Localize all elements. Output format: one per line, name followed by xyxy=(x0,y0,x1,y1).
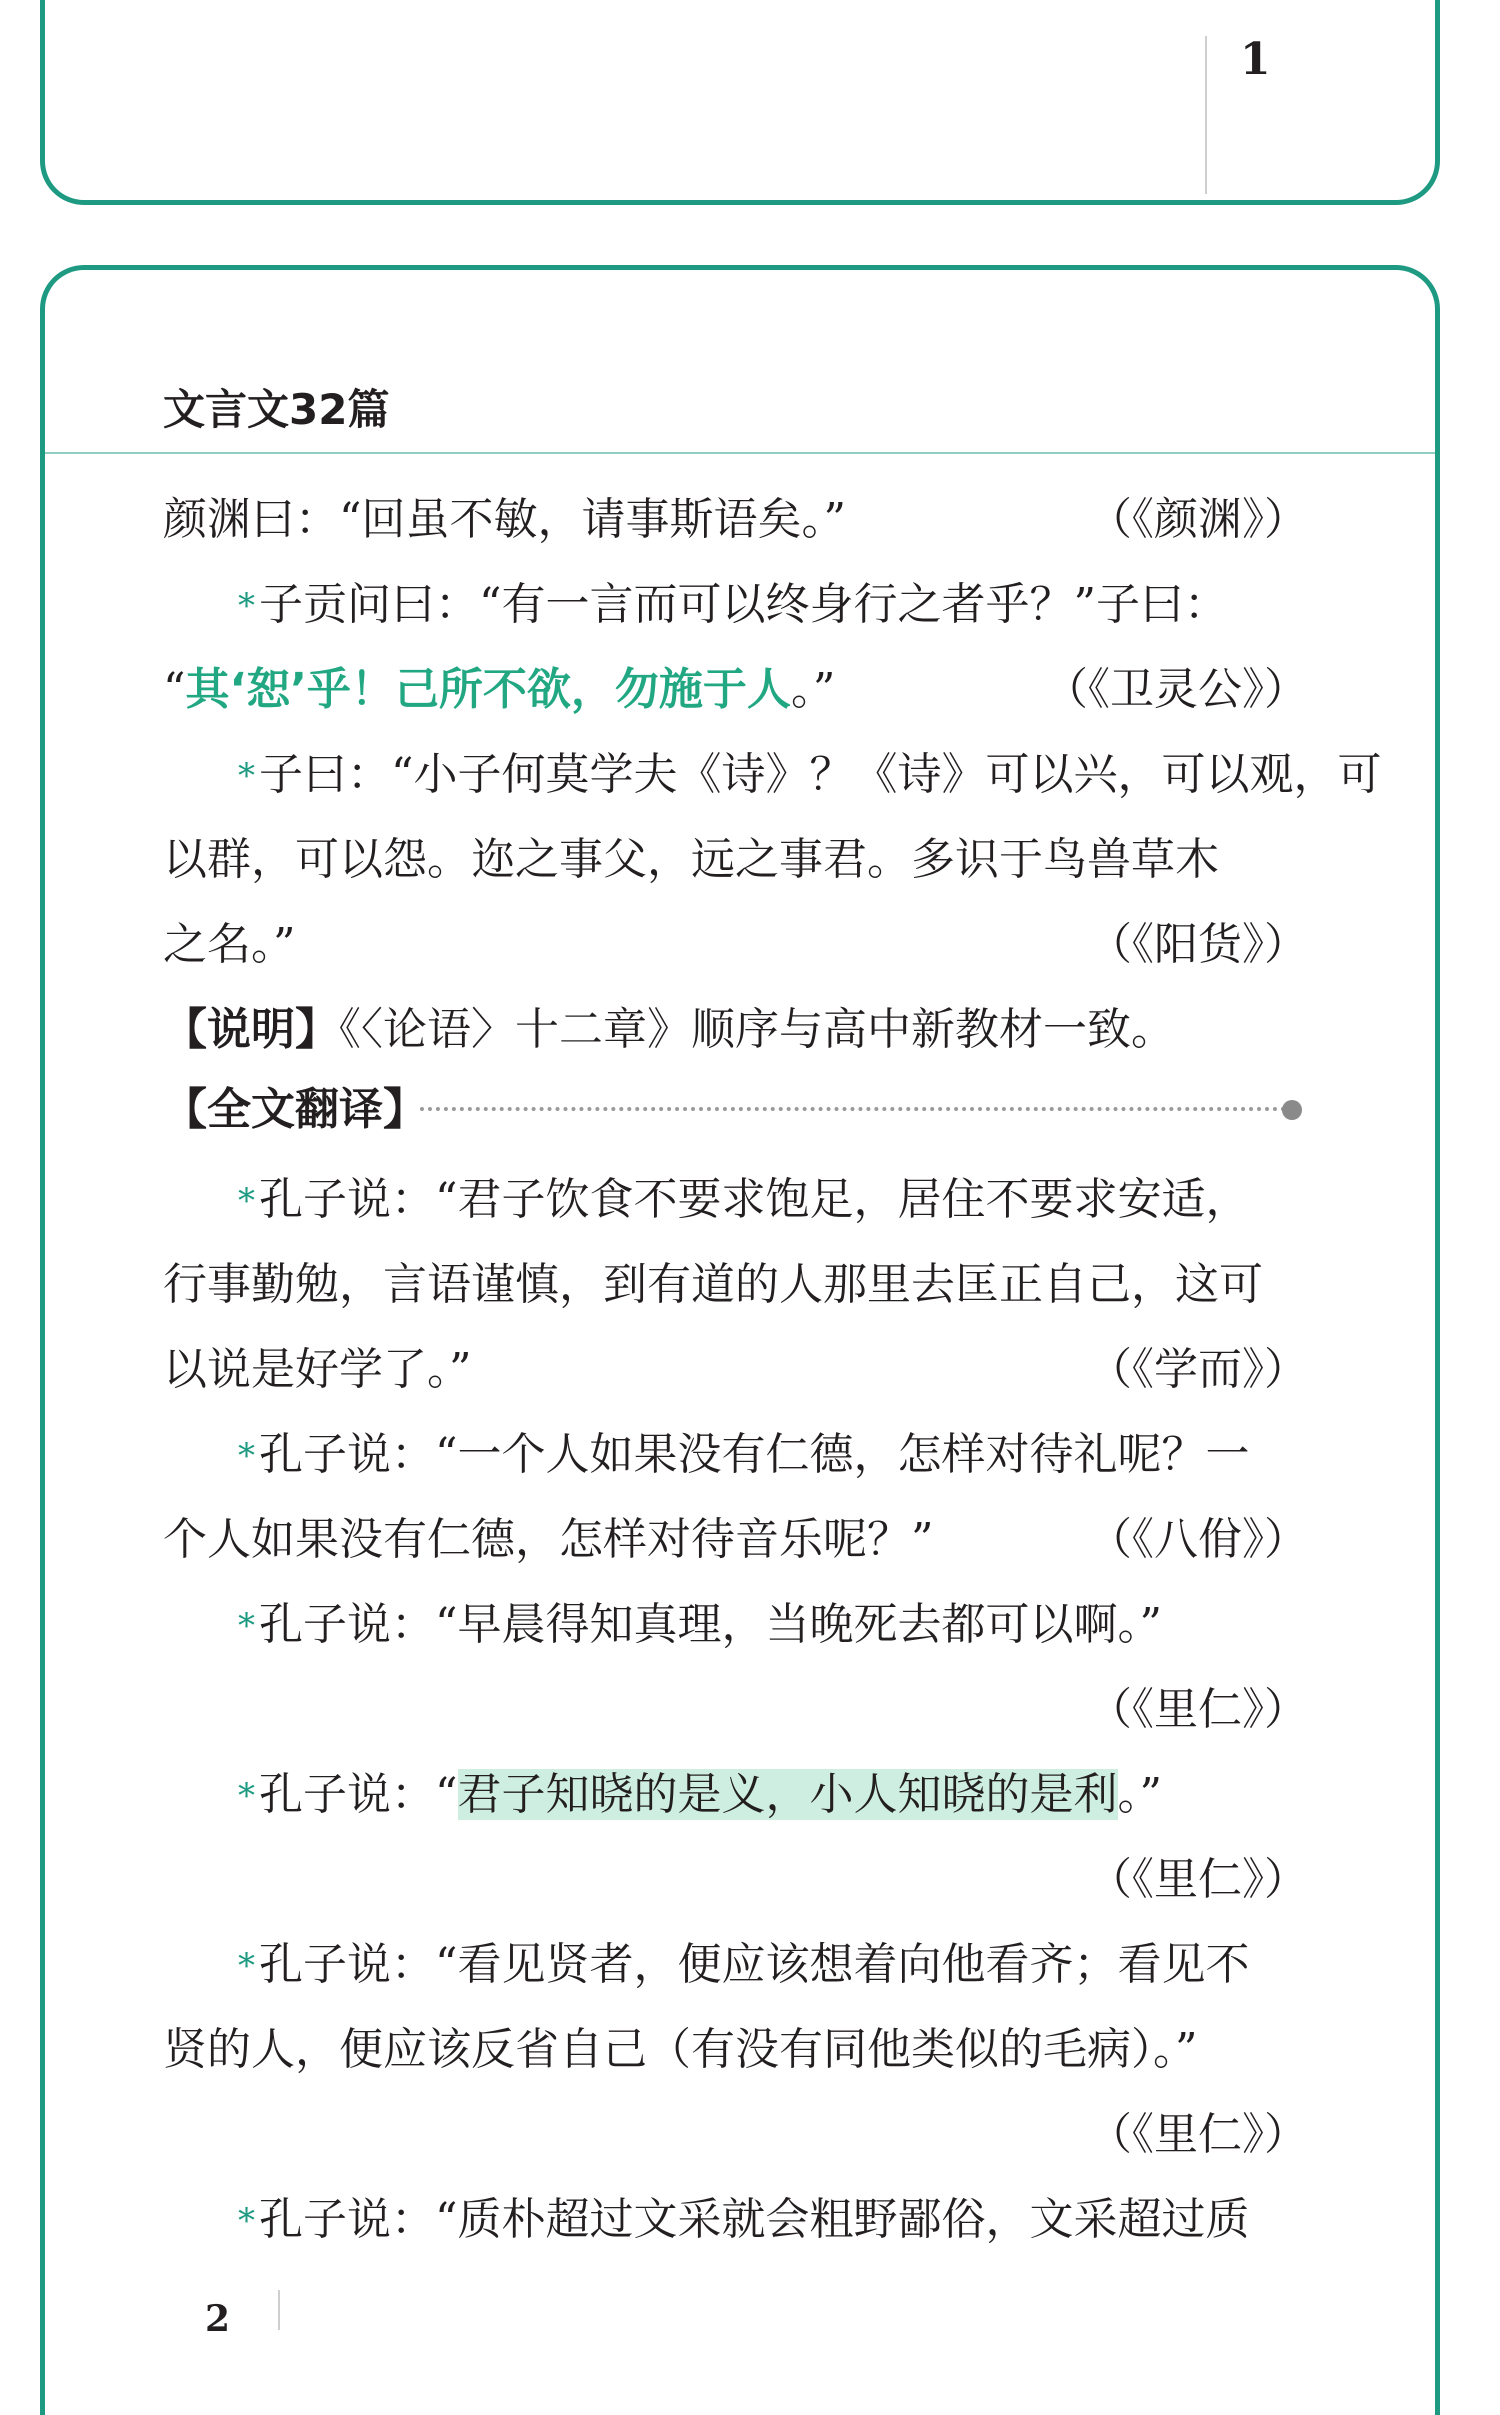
translation-line-9: 贤的人，便应该反省自己（有没有同他类似的毛病）。” xyxy=(163,2024,1198,2075)
running-head: 文言文32篇 xyxy=(163,385,390,434)
original-line-2: *子贡问曰：“有一言而可以终身行之者乎？”子曰： xyxy=(238,579,1228,630)
footer-divider xyxy=(278,2290,280,2330)
star-marker-icon: * xyxy=(238,1946,255,1986)
original-line-4: *子曰：“小子何莫学夫《诗》？《诗》可以兴，可以观，可 xyxy=(238,749,1382,800)
source-citation: （《里仁》） xyxy=(1088,1684,1308,1735)
dot-end-icon xyxy=(1282,1100,1302,1120)
translation-line-1: *孔子说：“君子饮食不要求饱足，居住不要求安适， xyxy=(238,1174,1250,1225)
translation-line-6: *孔子说：“早晨得知真理，当晚死去都可以啊。” xyxy=(238,1599,1162,1650)
footer-page-number: 2 xyxy=(205,2298,231,2340)
star-marker-icon: * xyxy=(238,1436,255,1476)
star-marker-icon: * xyxy=(238,1776,255,1816)
star-marker-icon: * xyxy=(238,1606,255,1646)
highlighted-quote: 君子知晓的是义，小人知晓的是利 xyxy=(457,1769,1118,1820)
original-line-6: 之名。” xyxy=(163,919,296,970)
source-citation: （《颜渊》） xyxy=(1088,494,1308,545)
source-citation: （《里仁》） xyxy=(1088,2109,1308,2160)
star-marker-icon: * xyxy=(238,1181,255,1221)
key-quote: 其‘恕’乎！己所不欲，勿施于人 xyxy=(185,664,791,715)
star-marker-icon: * xyxy=(238,586,255,626)
translation-line-7: *孔子说：“君子知晓的是义，小人知晓的是利。” xyxy=(238,1769,1162,1820)
previous-page-card xyxy=(40,0,1440,205)
source-citation: （《卫灵公》） xyxy=(1044,664,1308,715)
translation-heading: 【全文翻译】 xyxy=(163,1084,427,1135)
translation-line-10: *孔子说：“质朴超过文采就会粗野鄙俗，文采超过质 xyxy=(238,2194,1250,2245)
translation-line-8: *孔子说：“看见贤者，便应该想着向他看齐；看见不 xyxy=(238,1939,1250,1990)
source-citation: （《里仁》） xyxy=(1088,1854,1308,1905)
header-rule xyxy=(45,452,1435,454)
star-marker-icon: * xyxy=(238,2201,255,2241)
source-citation: （《阳货》） xyxy=(1088,919,1308,970)
source-citation: （《八佾》） xyxy=(1088,1514,1308,1565)
dotted-leader xyxy=(420,1107,1286,1111)
translation-line-2: 行事勤勉，言语谨慎，到有道的人那里去匡正自己，这可 xyxy=(163,1259,1263,1310)
note-line: 【说明】《〈论语〉十二章》顺序与高中新教材一致。 xyxy=(163,1004,1175,1055)
note-label: 【说明】 xyxy=(163,1004,339,1055)
translation-line-4: *孔子说：“一个人如果没有仁德，怎样对待礼呢？一 xyxy=(238,1429,1250,1480)
original-line-3: “其‘恕’乎！己所不欲，勿施于人。” xyxy=(163,664,836,715)
original-line-5: 以群，可以怨。迩之事父，远之事君。多识于鸟兽草木 xyxy=(163,834,1219,885)
page-number: 1 xyxy=(1240,34,1271,85)
star-marker-icon: * xyxy=(238,756,255,796)
translation-line-5: 个人如果没有仁德，怎样对待音乐呢？” xyxy=(163,1514,934,1565)
translation-line-3: 以说是好学了。” xyxy=(163,1344,472,1395)
original-line-1: 颜渊曰：“回虽不敏，请事斯语矣。” xyxy=(163,494,846,545)
source-citation: （《学而》） xyxy=(1088,1344,1308,1395)
page-number-divider xyxy=(1205,36,1207,194)
